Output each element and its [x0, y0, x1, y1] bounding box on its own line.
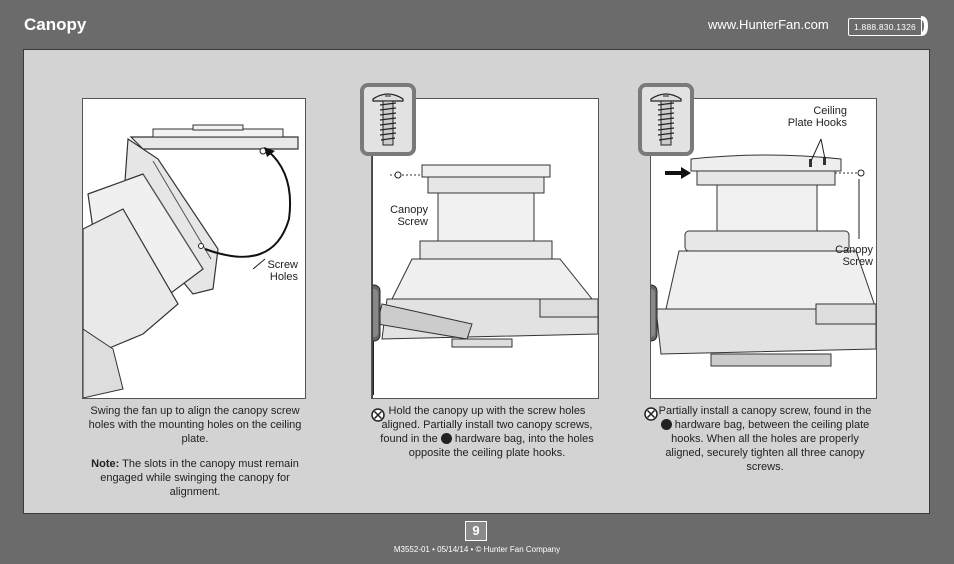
- screw-detail-box: [638, 83, 694, 156]
- screw-detail-box: [360, 83, 416, 156]
- page-title: Canopy: [24, 15, 87, 34]
- hardware-bag-icon: [441, 433, 452, 444]
- step3-caption: Partially install a canopy screw, found in the hardware bag, between the ceiling plate hooks. When all the holes are properly aligned, securely tighten all three canopy screws.: [658, 405, 872, 473]
- canopy-screw-label: Canopy Screw: [835, 244, 873, 268]
- hardware-bag-icon: [661, 419, 672, 430]
- step1-caption: Swing the fan up to align the canopy screw holes with the mounting holes on the ceiling plate.: [88, 405, 302, 445]
- page-number: 9: [465, 521, 487, 541]
- illustration-swing-canopy: [82, 98, 306, 399]
- footer-doc-info: M3552-01 • 05/14/14 • © Hunter Fan Company: [393, 545, 561, 554]
- step2-caption: Hold the canopy up with the screw holes aligned. Partially install two canopy screws, found in the hardware bag, into the holes opposite the ceiling plate hooks.: [380, 405, 594, 459]
- ceiling-plate-hooks-label: Ceiling Plate Hooks: [787, 105, 847, 129]
- phone-handset-icon: [919, 15, 929, 37]
- canopy-screw-label: Canopy Screw: [390, 204, 428, 228]
- phone-number: 1.888.830.1326: [848, 18, 922, 36]
- screw-icon: [642, 87, 690, 152]
- screw-holes-label: Screw Holes: [267, 259, 298, 283]
- step1-note: Note: The slots in the canopy must remain engaged while swinging the canopy for alignment.: [91, 458, 299, 498]
- website-link[interactable]: www.HunterFan.com: [708, 17, 829, 32]
- screw-icon: [364, 87, 412, 152]
